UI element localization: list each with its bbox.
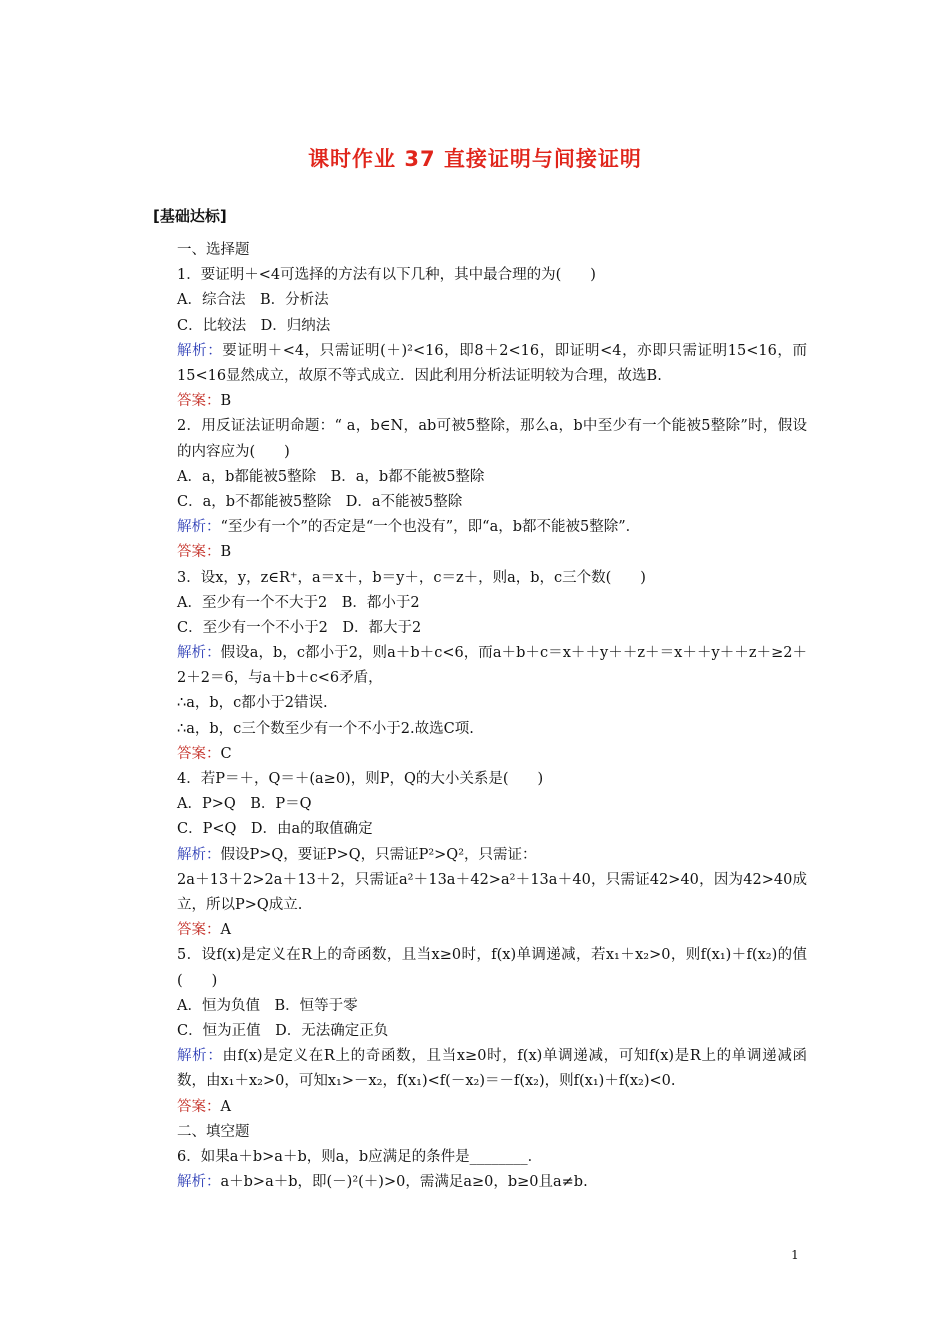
text-line [145,994,807,1019]
text-line [145,641,807,691]
text-line [145,1019,807,1044]
text-line [145,1044,807,1094]
line-text: 要证明＋<4，只需证明(＋)²<16，即8＋2<16，即证明<4，亦即只需证明15<16，而15<16显然成立，故原不等式成立．因此利用分析法证明较为合理，故选B. [177,342,808,384]
section-label: [基础达标] [153,207,227,225]
line-text: A．a，b都能被5整除 B．a，b都不能被5整除 [177,468,485,485]
text-line [145,515,807,540]
answer-label: 答案： [177,745,221,762]
text-line [145,288,807,313]
text-line [145,943,807,993]
text-line [145,339,807,389]
page-number: 1 [791,1248,799,1262]
answer-label: 答案： [177,922,221,939]
line-text: A．P>Q B．P＝Q [177,796,312,813]
text-line [145,691,807,716]
answer-label: 答案： [177,1098,221,1115]
line-text: 2a＋13＋2>2a＋13＋2，只需证a²＋13a＋42>a²＋13a＋40，只需证42>40，因为42>40成立，所以P>Q成立. [177,871,807,913]
text-line [145,1170,807,1195]
analysis-label: 解析： [177,1174,221,1191]
line-text: A．至少有一个不大于2 B．都小于2 [177,594,420,611]
answer-label: 答案： [177,393,221,410]
text-line [145,918,807,943]
line-text: 5．设f(x)是定义在R上的奇函数，且当x≥0时，f(x)单调递减，若x₁＋x₂>0，则f(x₁)＋f(x₂)的值( ) [177,947,807,989]
analysis-label: 解析： [177,1048,223,1065]
text-line [145,616,807,641]
text-line [145,817,807,842]
line-text: 假设P>Q，要证P>Q，只需证P²>Q²，只需证： [220,846,537,863]
line-text: 假设a，b，c都小于2，则a＋b＋c<6，而a＋b＋c＝x＋＋y＋＋z＋＝x＋＋y＋＋z＋≥2＋2＋2＝6，与a＋b＋c<6矛盾， [177,645,807,687]
line-text: 2．用反证法证明命题：“ a，b∈N，ab可被5整除，那么a，b中至少有一个能被5整除”时，假设的内容应为( ) [177,418,807,460]
line-text: 3．设x，y，z∈R⁺，a＝x＋，b＝y＋，c＝z＋，则a，b，c三个数( ) [177,569,646,586]
analysis-label: 解析： [177,342,223,359]
line-text: ∴a，b，c三个数至少有一个不小于2.故选C项. [177,720,474,737]
line-text: C．P<Q D．由a的取值确定 [177,821,373,838]
text-line [145,1120,807,1145]
text-line [145,717,807,742]
text-line [145,238,807,263]
text-line [145,314,807,339]
line-text: A．恒为负值 B．恒等于零 [177,997,358,1014]
line-text: C．a，b不都能被5整除 D．a不能被5整除 [177,493,463,510]
text-line [145,465,807,490]
text-line [145,540,807,565]
text-line [145,1095,807,1120]
text-line [145,843,807,868]
page-title: 课时作业 37 直接证明与间接证明 [308,147,642,171]
line-text: A [220,1098,231,1115]
line-text: 由f(x)是定义在R上的奇函数，且当x≥0时，f(x)单调递减，可知f(x)是R上的单调递减函数，由x₁＋x₂>0，可知x₁>－x₂，f(x₁)<f(－x₂)＝－f(x₂)，则f(x₁)＋f(x₂)<0. [177,1048,807,1090]
answer-label: 答案： [177,544,221,561]
text-line [145,1145,807,1170]
line-text: C．至少有一个不小于2 D．都大于2 [177,619,422,636]
line-text: B [220,544,232,561]
text-line [145,591,807,616]
line-text: C [220,745,232,762]
line-text: 4．若P＝＋，Q＝＋(a≥0)，则P，Q的大小关系是( ) [177,771,544,788]
text-line [145,263,807,288]
text-line [145,490,807,515]
analysis-label: 解析： [177,645,221,662]
line-text: 一、选择题 [177,242,250,258]
text-line [145,767,807,792]
text-line [145,792,807,817]
analysis-label: 解析： [177,519,221,536]
line-text: B [220,393,232,410]
text-line [145,868,807,918]
line-text: ∴a，b，c都小于2错误. [177,695,328,712]
text-line [145,389,807,414]
line-text: C．比较法 D．归纳法 [177,317,331,334]
line-text: 二、填空题 [177,1123,250,1140]
line-text: a＋b>a＋b，即(－)²(＋)>0，需满足a≥0，b≥0且a≠b. [220,1174,588,1191]
line-text: C．恒为正值 D．无法确定正负 [177,1022,389,1039]
line-text: “至少有一个”的否定是“一个也没有”，即“a，b都不能被5整除”． [220,519,641,536]
line-text: 6．如果a＋b>a＋b，则a，b应满足的条件是________． [177,1148,543,1165]
analysis-label: 解析： [177,846,221,863]
line-text: A [220,922,231,939]
line-text: 1．要证明＋<4可选择的方法有以下几种，其中最合理的为( ) [177,267,596,284]
text-line [145,414,807,464]
text-line [145,566,807,591]
document-body [145,238,807,1195]
line-text: A．综合法 B．分析法 [177,292,329,309]
text-line [145,742,807,767]
